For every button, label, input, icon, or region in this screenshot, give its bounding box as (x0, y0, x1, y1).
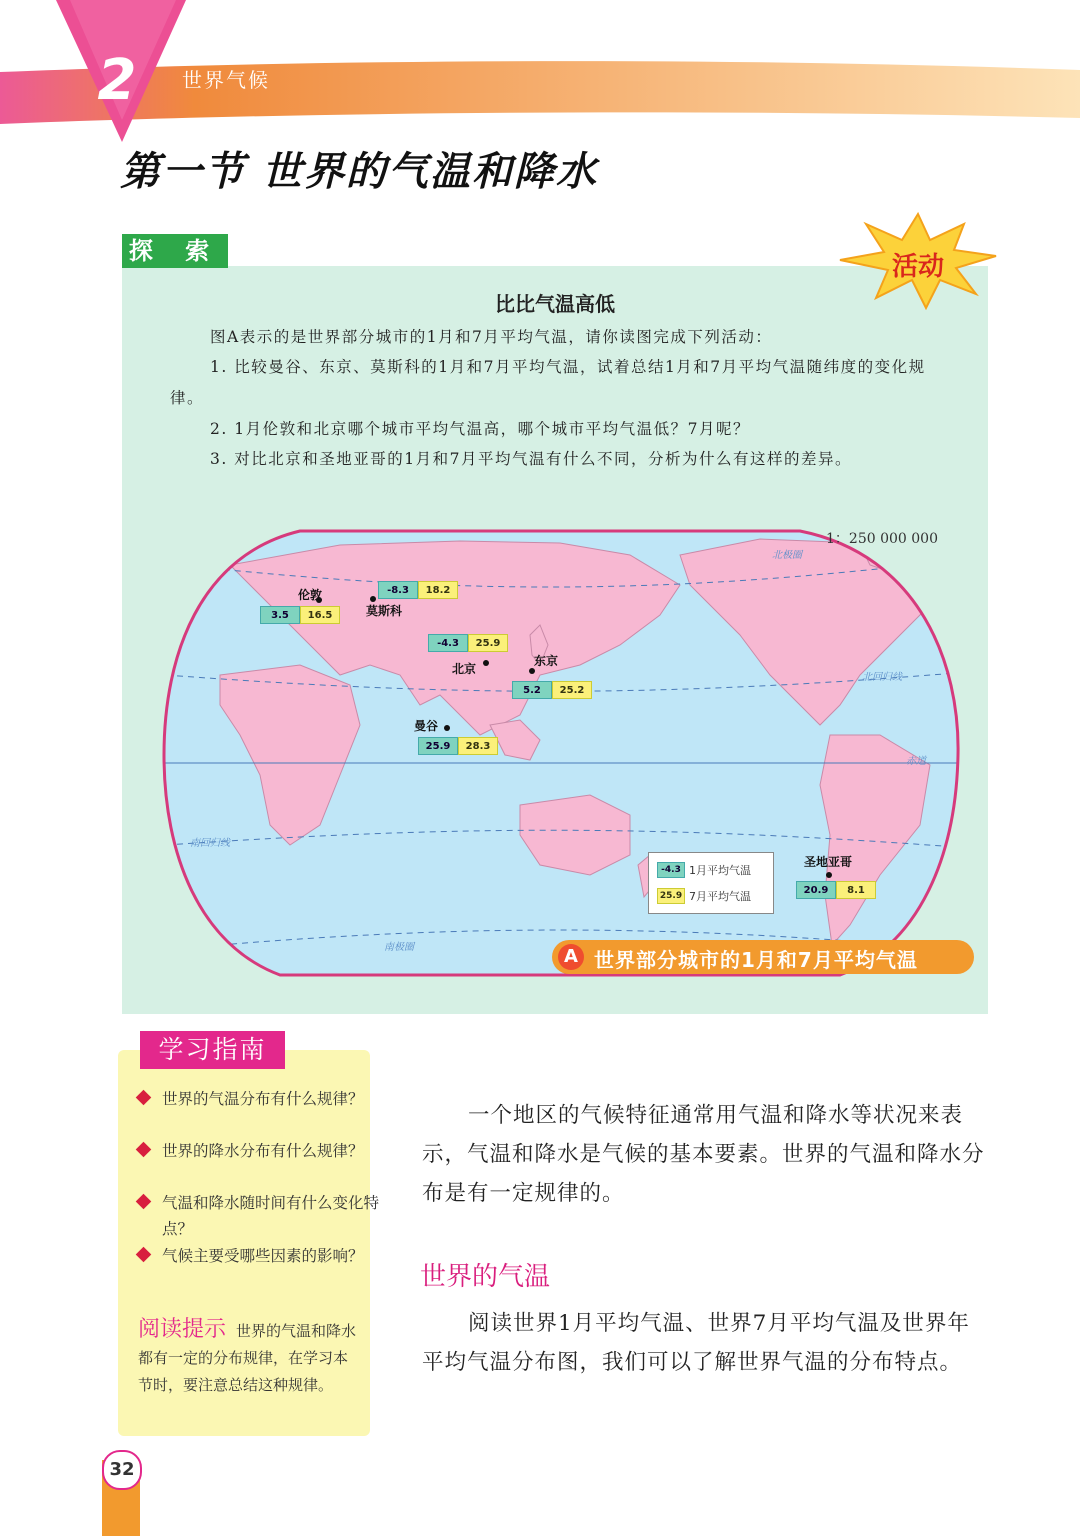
map-legend (648, 852, 774, 914)
diamond-bullet-icon (136, 1090, 152, 1106)
guide-item-text: 气温和降水随时间有什么变化特点？ (162, 1194, 380, 1238)
activity-intro: 图A表示的是世界部分城市的1月和7月平均气温，请你读图完成下列活动： (210, 328, 773, 346)
reading-tip-text: 世界的气温和降水都有一定的分布规律，在学习本节时，要注意总结这种规律。 (138, 1322, 357, 1394)
reading-tip (138, 1316, 360, 1399)
explore-tab: 探 索 (122, 234, 228, 268)
activity-task-2: 2. 1月伦敦和北京哪个城市平均气温高，哪个城市平均气温低？7月呢？ (210, 420, 750, 438)
legend-row-jul (657, 888, 751, 904)
map-scale: 1：250 000 000 (826, 531, 938, 547)
city-label-beijing: 北京 (452, 662, 477, 676)
legend-jul-label: 7月平均气温 (689, 890, 751, 903)
city-dot-beijing (483, 660, 489, 666)
guide-item (136, 1190, 384, 1242)
jan-temp: 25.9 (418, 737, 458, 755)
city-label-moscow: 莫斯科 (366, 604, 403, 618)
city-label-bangkok: 曼谷 (414, 719, 439, 733)
tropic-of-cancer-label: 北回归线 (862, 672, 902, 683)
jan-temp: -8.3 (378, 581, 418, 599)
chapter-header-band (0, 0, 1080, 150)
temp-pair-santiago (796, 881, 876, 899)
world-map (160, 525, 960, 985)
tropic-of-capricorn-label: 南回归线 (190, 838, 230, 849)
city-label-tokyo: 东京 (534, 654, 559, 668)
jul-temp: 28.3 (458, 737, 498, 755)
activity-task-1: 1. 比较曼谷、东京、莫斯科的1月和7月平均气温，试着总结1月和7月平均气温随纬度的变化规律。 (170, 358, 926, 407)
guide-item (136, 1138, 384, 1164)
map-caption: 世界部分城市的1月和7月平均气温 (594, 948, 918, 972)
jul-temp: 8.1 (836, 881, 876, 899)
jan-temp: 3.5 (260, 606, 300, 624)
activity-task-3: 3. 对比北京和圣地亚哥的1月和7月平均气温有什么不同，分析为什么有这样的差异。 (210, 450, 852, 468)
guide-item (136, 1243, 384, 1269)
temp-pair-moscow (378, 581, 458, 599)
jan-temp: 20.9 (796, 881, 836, 899)
arctic-circle-label: 北极圈 (772, 550, 802, 561)
equator-label: 赤道 (906, 756, 926, 767)
subheading: 世界的气温 (420, 1262, 551, 1292)
diamond-bullet-icon (136, 1247, 152, 1263)
activity-label: 活动 (891, 252, 944, 282)
body-paragraph-2: 阅读世界1月平均气温、世界7月平均气温及世界年平均气温分布图，我们可以了解世界气温的分布特点。 (422, 1311, 970, 1375)
jan-temp: -4.3 (428, 634, 468, 652)
temp-pair-beijing (428, 634, 508, 652)
diamond-bullet-icon (136, 1142, 152, 1158)
guide-item-text: 世界的气温分布有什么规律？ (162, 1090, 364, 1108)
body-paragraph-1: 一个地区的气候特征通常用气温和降水等状况来表示，气温和降水是气候的基本要素。世界的气温和降水分布是有一定规律的。 (422, 1103, 985, 1206)
guide-item-text: 气候主要受哪些因素的影响？ (162, 1247, 364, 1265)
section-title: 第一节 世界的气温和降水 (120, 148, 598, 195)
legend-jan-swatch: -4.3 (657, 862, 685, 878)
jul-temp: 16.5 (300, 606, 340, 624)
city-label-santiago: 圣地亚哥 (804, 855, 853, 869)
chapter-title: 世界气候 (182, 68, 270, 92)
jan-temp: 5.2 (512, 681, 552, 699)
learning-guide-tab: 学习指南 (140, 1031, 285, 1069)
legend-jan-label: 1月平均气温 (689, 864, 751, 877)
guide-item (136, 1086, 384, 1112)
chapter-number: 2 (97, 48, 137, 113)
diamond-bullet-icon (136, 1194, 152, 1210)
legend-row-jan (657, 862, 751, 878)
city-dot-santiago (826, 872, 832, 878)
jul-temp: 25.9 (468, 634, 508, 652)
reading-tip-label: 阅读提示 (138, 1317, 227, 1342)
jul-temp: 18.2 (418, 581, 458, 599)
map-caption-letter: A (558, 944, 584, 970)
city-dot-bangkok (444, 725, 450, 731)
jul-temp: 25.2 (552, 681, 592, 699)
guide-item-text: 世界的降水分布有什么规律？ (162, 1142, 364, 1160)
antarctic-circle-label: 南极圈 (384, 942, 414, 953)
temp-pair-tokyo (512, 681, 592, 699)
page-number: 32 (102, 1450, 142, 1490)
temp-pair-london (260, 606, 340, 624)
city-label-london: 伦敦 (298, 588, 323, 602)
temp-pair-bangkok (418, 737, 498, 755)
activity-title: 比比气温高低 (495, 292, 615, 316)
legend-jul-swatch: 25.9 (657, 888, 685, 904)
